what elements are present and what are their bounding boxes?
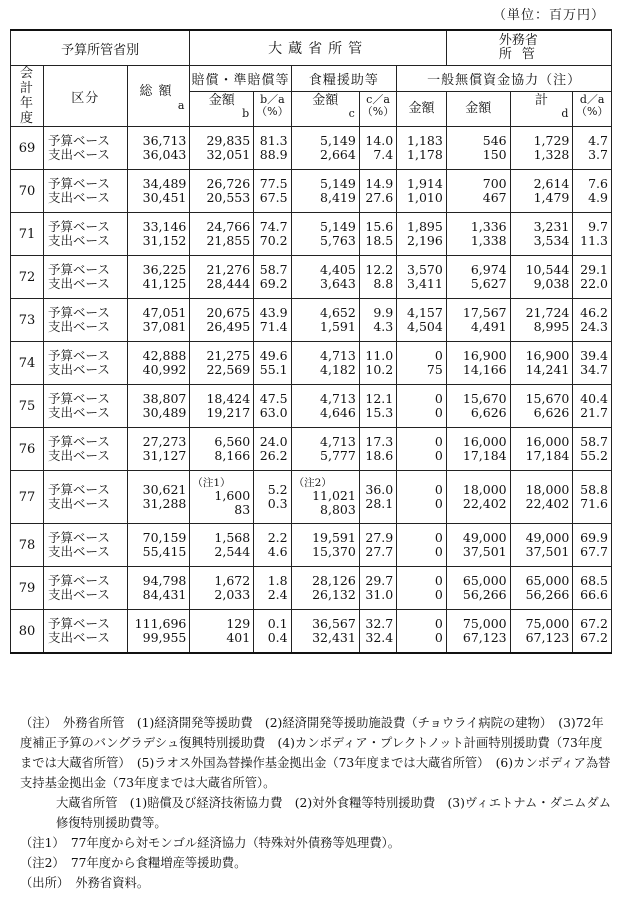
cell-mof: 1,183 1,178: [397, 127, 447, 170]
cell-d: 15,670 6,626: [510, 385, 573, 428]
cell-mofa: 17,567 4,491: [446, 299, 510, 342]
cell-total: 42,888 40,992: [127, 342, 190, 385]
cell-mofa: 1,336 1,338: [446, 213, 510, 256]
header-reparations: 賠償・準賠償等: [190, 66, 291, 92]
cell-dpct: 58.8 71.6: [573, 471, 612, 524]
cell-c: 5,149 8,419: [291, 170, 359, 213]
cell-bpct: 47.5 63.0: [254, 385, 291, 428]
cell-mofa: 65,000 56,266: [446, 567, 510, 610]
cell-total: 111,696 99,955: [127, 610, 190, 654]
row-kind: 予算ベース 支出ベース: [44, 342, 128, 385]
table-row: [11, 385, 612, 428]
cell-footnote-marker: （注1）: [192, 476, 231, 489]
cell-c: 4,713 4,646: [291, 385, 359, 428]
cell-mof: 0 0: [397, 567, 447, 610]
cell-cpct: 27.9 27.7: [359, 524, 396, 567]
cell-b: 18,424 19,217: [190, 385, 254, 428]
row-year: 69: [11, 127, 44, 170]
header-kind: 区分: [44, 66, 128, 127]
cell-mofa: 6,974 5,627: [446, 256, 510, 299]
row-year: 80: [11, 610, 44, 654]
cell-total: 30,621 31,288: [127, 471, 190, 524]
row-year: 73: [11, 299, 44, 342]
cell-bpct: 77.5 67.5: [254, 170, 291, 213]
cell-b: 26,726 20,553: [190, 170, 254, 213]
cell-mof: 0 0: [397, 524, 447, 567]
row-kind: 予算ベース 支出ベース: [44, 213, 128, 256]
cell-dpct: 40.4 21.7: [573, 385, 612, 428]
cell-c: 4,713 5,777: [291, 428, 359, 471]
cell-bpct: 1.8 2.4: [254, 567, 291, 610]
cell-d: 75,000 67,123: [510, 610, 573, 654]
row-year: 71: [11, 213, 44, 256]
table-row: [11, 170, 612, 213]
cell-bpct: 49.6 55.1: [254, 342, 291, 385]
row-kind: 予算ベース 支出ベース: [44, 385, 128, 428]
cell-d: 3,231 3,534: [510, 213, 573, 256]
cell-b: 129 401: [190, 610, 254, 654]
header-ratio-c: c／a （%）: [359, 92, 396, 127]
cell-b: 24,766 21,855: [190, 213, 254, 256]
cell-mofa: 75,000 67,123: [446, 610, 510, 654]
header-mofa-line1: 外務省: [498, 33, 538, 48]
row-kind: 予算ベース 支出ベース: [44, 610, 128, 654]
cell-total: 94,798 84,431: [127, 567, 190, 610]
row-year: 70: [11, 170, 44, 213]
cell-footnote-marker: （注2）: [293, 476, 332, 489]
cell-dpct: 68.5 66.6: [573, 567, 612, 610]
table-row: [11, 428, 612, 471]
cell-b: 21,276 28,444: [190, 256, 254, 299]
cell-cpct: 11.0 10.2: [359, 342, 396, 385]
row-kind: 予算ベース 支出ベース: [44, 567, 128, 610]
header-amount-mof: 金額: [397, 92, 447, 127]
row-year: 74: [11, 342, 44, 385]
cell-c: 4,713 4,182: [291, 342, 359, 385]
cell-d: 65,000 56,266: [510, 567, 573, 610]
cell-c: 28,126 26,132: [291, 567, 359, 610]
cell-b: 21,275 22,569: [190, 342, 254, 385]
table-row: [11, 299, 612, 342]
cell-total: 27,273 31,127: [127, 428, 190, 471]
footnotes: [16, 713, 612, 893]
cell-dpct: 4.7 3.7: [573, 127, 612, 170]
cell-mof: 0 0: [397, 385, 447, 428]
row-kind: 予算ベース 支出ベース: [44, 428, 128, 471]
row-year: 72: [11, 256, 44, 299]
cell-mofa: 700 467: [446, 170, 510, 213]
aid-budget-table: [10, 29, 612, 654]
cell-b: 1,672 2,033: [190, 567, 254, 610]
row-kind: 予算ベース 支出ベース: [44, 299, 128, 342]
row-kind: 予算ベース 支出ベース: [44, 471, 128, 524]
header-ratio-d: d／a （%）: [573, 92, 612, 127]
cell-c: 36,567 32,431: [291, 610, 359, 654]
cell-cpct: 36.0 28.1: [359, 471, 396, 524]
cell-mofa: 18,000 22,402: [446, 471, 510, 524]
cell-d: 49,000 37,501: [510, 524, 573, 567]
row-year: 76: [11, 428, 44, 471]
cell-mof: 1,914 1,010: [397, 170, 447, 213]
cell-d: 16,000 17,184: [510, 428, 573, 471]
cell-cpct: 17.3 18.6: [359, 428, 396, 471]
header-ratio-b: b／a （%）: [254, 92, 291, 127]
cell-c: 5,149 2,664: [291, 127, 359, 170]
row-kind: 予算ベース 支出ベース: [44, 256, 128, 299]
header-mof: 大蔵省所管: [190, 30, 446, 66]
cell-mof: 0 0: [397, 471, 447, 524]
cell-mof: 3,570 3,411: [397, 256, 447, 299]
cell-bpct: 5.2 0.3: [254, 471, 291, 524]
cell-b: 20,675 26,495: [190, 299, 254, 342]
header-mofa: [446, 30, 611, 66]
cell-dpct: 29.1 22.0: [573, 256, 612, 299]
cell-mofa: 16,900 14,166: [446, 342, 510, 385]
cell-cpct: 15.6 18.5: [359, 213, 396, 256]
cell-dpct: 67.2 67.2: [573, 610, 612, 654]
cell-bpct: 2.2 4.6: [254, 524, 291, 567]
cell-mofa: 49,000 37,501: [446, 524, 510, 567]
unit-label: （単位：百万円）: [492, 8, 605, 23]
row-kind: 予算ベース 支出ベース: [44, 524, 128, 567]
cell-d: 16,900 14,241: [510, 342, 573, 385]
footnote-source: （出所） 外務省資料。: [20, 876, 150, 890]
table-row: [11, 610, 612, 654]
cell-cpct: 29.7 31.0: [359, 567, 396, 610]
cell-bpct: 81.3 88.9: [254, 127, 291, 170]
cell-c: 4,405 3,643: [291, 256, 359, 299]
footnote-main: （注） 外務省所管 (1)経済開発等援助費 (2)経済開発等援助施設費（チョウライ病院の建物） (3)72年度補正予算のバングラデシュ復興特別援助費 (4)カンボディア・プレクトノット計画特別援助費（73年度までは大蔵省所管） (5)ラオス外国為替操作基金拠出金（73年度までは大蔵省所管） (6)カンボディア為替支持基金拠出金（73年度までは大蔵省所管）。: [20, 716, 611, 790]
cell-mof: 0 75: [397, 342, 447, 385]
cell-c: 19,591 15,370: [291, 524, 359, 567]
cell-bpct: 43.9 71.4: [254, 299, 291, 342]
header-mofa-line2: 所管: [498, 47, 545, 62]
row-year: 79: [11, 567, 44, 610]
row-kind: 予算ベース 支出ベース: [44, 127, 128, 170]
header-amount-c: 金額 c: [291, 92, 359, 127]
footnote-mof: 大蔵省所管 (1)賠償及び経済技術協力費 (2)対外食糧等特別援助費 (3)ヴィエトナム・ダニムダム修復特別援助費等。: [56, 796, 612, 830]
table-row: [11, 213, 612, 256]
row-year: 78: [11, 524, 44, 567]
cell-cpct: 9.9 4.3: [359, 299, 396, 342]
header-amount-mofa: 金額: [446, 92, 510, 127]
cell-cpct: 14.0 7.4: [359, 127, 396, 170]
row-kind: 予算ベース 支出ベース: [44, 170, 128, 213]
cell-mofa: 15,670 6,626: [446, 385, 510, 428]
header-total: 総額 a: [127, 66, 190, 127]
footnote-1: （注1） 77年度から対モンゴル経済協力（特殊対外債務等処理費）。: [20, 836, 401, 850]
cell-total: 47,051 37,081: [127, 299, 190, 342]
cell-b: （注1） 1,600 83: [190, 471, 254, 524]
cell-dpct: 9.7 11.3: [573, 213, 612, 256]
cell-total: 33,146 31,152: [127, 213, 190, 256]
cell-mof: 4,157 4,504: [397, 299, 447, 342]
header-amount-b: 金額 b: [190, 92, 254, 127]
cell-mof: 0 0: [397, 610, 447, 654]
cell-mof: 0 0: [397, 428, 447, 471]
table-row: [11, 127, 612, 170]
cell-d: 2,614 1,479: [510, 170, 573, 213]
header-total-d: 計 d: [510, 92, 573, 127]
cell-dpct: 39.4 34.7: [573, 342, 612, 385]
cell-d: 18,000 22,402: [510, 471, 573, 524]
cell-total: 70,159 55,415: [127, 524, 190, 567]
cell-mofa: 546 150: [446, 127, 510, 170]
header-fiscal-year: 会 計 年 度: [11, 66, 44, 127]
header-budget-ministry: 予算所管省別: [11, 30, 190, 66]
footnote-2: （注2） 77年度から食糧増産等援助費。: [20, 856, 247, 870]
cell-d: 21,724 8,995: [510, 299, 573, 342]
cell-total: 36,713 36,043: [127, 127, 190, 170]
cell-bpct: 74.7 70.2: [254, 213, 291, 256]
table-row: [11, 256, 612, 299]
header-grant-aid: 一般無償資金協力（注）: [397, 66, 612, 92]
cell-bpct: 24.0 26.2: [254, 428, 291, 471]
table-row: [11, 567, 612, 610]
cell-mof: 1,895 2,196: [397, 213, 447, 256]
cell-bpct: 58.7 69.2: [254, 256, 291, 299]
row-year: 77: [11, 471, 44, 524]
cell-total: 34,489 30,451: [127, 170, 190, 213]
cell-d: 1,729 1,328: [510, 127, 573, 170]
cell-b: 29,835 32,051: [190, 127, 254, 170]
cell-cpct: 32.7 32.4: [359, 610, 396, 654]
table-row: [11, 471, 612, 524]
row-year: 75: [11, 385, 44, 428]
cell-bpct: 0.1 0.4: [254, 610, 291, 654]
cell-d: 10,544 9,038: [510, 256, 573, 299]
cell-b: 6,560 8,166: [190, 428, 254, 471]
cell-dpct: 69.9 67.7: [573, 524, 612, 567]
cell-b: 1,568 2,544: [190, 524, 254, 567]
cell-cpct: 12.1 15.3: [359, 385, 396, 428]
cell-dpct: 46.2 24.3: [573, 299, 612, 342]
table-row: [11, 342, 612, 385]
cell-mofa: 16,000 17,184: [446, 428, 510, 471]
cell-dpct: 7.6 4.9: [573, 170, 612, 213]
header-food-aid: 食糧援助等: [291, 66, 397, 92]
cell-c: 5,149 5,763: [291, 213, 359, 256]
cell-cpct: 12.2 8.8: [359, 256, 396, 299]
cell-c: 4,652 1,591: [291, 299, 359, 342]
cell-cpct: 14.9 27.6: [359, 170, 396, 213]
cell-c: （注2） 11,021 8,803: [291, 471, 359, 524]
cell-total: 38,807 30,489: [127, 385, 190, 428]
cell-total: 36,225 41,125: [127, 256, 190, 299]
table-row: [11, 524, 612, 567]
cell-dpct: 58.7 55.2: [573, 428, 612, 471]
